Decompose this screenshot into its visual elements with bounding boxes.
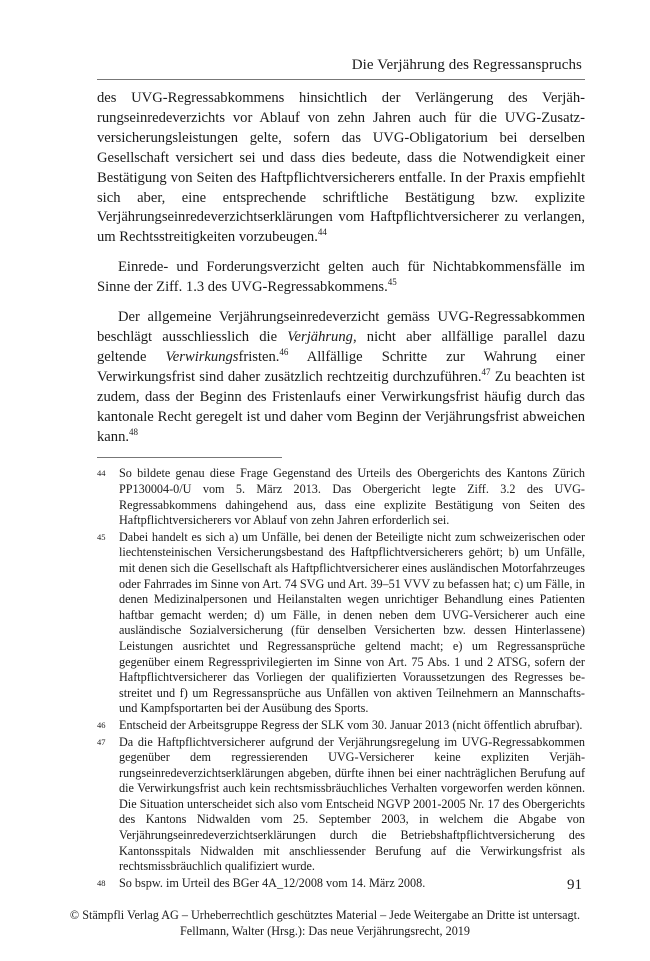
copyright-footer (0, 907, 650, 939)
footnote-item (97, 466, 585, 528)
main-text (97, 89, 585, 892)
footnote-ref-44[interactable]: 44 (317, 227, 327, 238)
footnote-number: 47 (97, 736, 106, 747)
footnote-item (97, 718, 585, 734)
running-header: Die Verjährung des Regressanspruchs (351, 57, 582, 73)
paragraph-3-emphasis-verjaehrung: Verjährung (287, 328, 353, 345)
footnote-text: So bspw. im Urteil des BGer 4A_12/2008 vom 14. März 2008. (119, 875, 426, 890)
footnote-text: Entscheid der Arbeitsgruppe Regress der SLK vom 30. Januar 2013 (nicht öffentlich abrufbar). (119, 717, 583, 732)
footnote-item (97, 735, 585, 875)
paragraph-3 (97, 308, 585, 447)
footnote-item (97, 530, 585, 717)
paragraph-3-text-d: Allfällige Schritte zur Wahrung einer Verwirkungsfrist sind daher zusätzlich rechtzeitig durchzuführen. (97, 348, 585, 385)
paragraph-2 (97, 258, 585, 298)
copyright-notice: © Stämpfli Verlag AG – Urheberrechtlich geschütztes Material – Jede Weitergabe an Dritte ist untersagt. (69, 908, 581, 922)
footnote-text: So bildete genau diese Frage Gegenstand des Urteils des Obergerichts des Kantons Zürich PP130004-0/U vom 5. März 2013. Das Obergericht legte Ziff. 3.2 des UVG-Regressabkommens dahingehend aus, dass eine explizite Bestätigung von Seiten des Haftpflichtversicherers vor Ablauf von zehn Jahren erforderlich sei. (119, 466, 585, 528)
footnote-text: Da die Haftpflichtversicherer aufgrund der Verjährungsregelung im UVG-Regressabkommen gegenüber dem regressierenden UVG-Versicherer keine expliziten Verjährungseinredeverzichtserklärungen abgeben, dürfte ihnen bei einer nachträglichen Berufung auf die Verwirkungsfrist auch kein rechtsmissbräuchliches Verhalten vorgeworfen werden können. Die Situation unterscheidet sich also vom Entscheid NGVP 2001-2005 Nr. 17 des Obergerichts des Kantons Nidwalden vom 25. September 2003, in welchem die Abgabe von Verjährungseinredeverzichtserklärungen durch die Betriebshaftpflichtversicherung des Kantonsspitals Nidwalden mit anschliessender Berufung auf die Verwirkungsfrist als rechtsmissbräuchlich qualifiziert wurde. (119, 734, 585, 874)
paragraph-3-text-b: , nicht aber allfällige parallel dazu geltende (97, 328, 585, 365)
footnote-ref-45[interactable]: 45 (387, 277, 397, 288)
footnote-ref-48[interactable]: 48 (129, 426, 139, 437)
paragraph-3-emphasis-verwirkung: Verwirkungs (165, 348, 239, 365)
footnotes (97, 466, 585, 891)
paragraph-3-text-c: fristen. (238, 348, 280, 365)
footnote-item (97, 876, 585, 892)
paragraph-3-text-a: Der allgemeine Verjährungseinredeverzicht gemäss UVG-Regressabkommen beschlägt ausschliesslich die (97, 309, 585, 345)
footnote-number: 44 (97, 468, 106, 479)
footnote-ref-47[interactable]: 47 (481, 366, 491, 377)
footnote-number: 45 (97, 531, 106, 542)
footnote-number: 48 (97, 877, 106, 888)
paragraph-3-text-e: Zu beachten ist zudem, dass der Beginn des Fristenlaufs einer Verwirkungsfrist häufig durch das kantonale Recht geregelt ist und daher vom Beginn der Verjährungsfrist abweichen kann. (97, 368, 585, 445)
paragraph-1-text: des UVG-Regressabkommens hinsichtlich der Verlängerung des Verjährungseinredeverzichts vor Ablauf von zehn Jahren auch für die UVG-Zusatzversicherungsleistungen gelte, sofern das UVG-Obligatorium bei derselben Gesellschaft versichert sei und dass dies bedeute, dass die Notwendigkeit einer Bestätigung von Seiten des Haftpflichtversicherers entfalle. In der Praxis empfiehlt sich aber, eine entsprechende schriftliche Bestätigung bzw. explizite Verjährungseinredeverzichtserklärungen vom Haftpflichtversicherer zu verlangen, um Rechtsstreitigkeiten vorzubeugen. (97, 90, 585, 246)
book-citation: Fellmann, Walter (Hrsg.): Das neue Verjährungsrecht, 2019 (180, 924, 470, 938)
paragraph-1 (97, 89, 585, 248)
footnote-separator (97, 457, 282, 458)
footnote-number: 46 (97, 719, 106, 730)
footnote-text: Dabei handelt es sich a) um Unfälle, bei denen der Beteiligte nicht zum schweizerischen oder liechtensteinischen Versicherungsbestand des Haftpflichtversicherers gehört; b) um Unfälle, mit denen sich die Gesellschaft als Haftpflichtversicherer eines ausländischen Motorfahrzeuges oder Fahrrades im Sinne von Art. 74 SVG und Art. 39–51 VVV zu befassen hat; c) um Fälle, in denen Medizinalpersonen und Heilanstalten wegen unrichtiger Behandlung eines Patienten haftbar gemacht werden; d) um Fälle, in denen neben dem UVG-Versicherer auch eine ausländische Sozialversicherung (für denselben Versicherten bzw. dessen Hinterlassene) Leistungen ausrichtet und Regressansprüche geltend macht; e) um Regressansprüche gegenüber einem Regressprivilegierten im Sinne von Art. 75 Abs. 1 und 2 ATSG, sofern der Haftpflichtversicherer das Vorliegen der qualifizierten Voraussetzungen des Regresses bestreitet und f) um Regressansprüche aus Unfällen von aktiven Teilnehmern an Mannschafts- und Kampfsportarten bei der Ausübung des Sports. (119, 529, 585, 716)
page-number: 91 (567, 877, 582, 893)
header-rule (97, 79, 585, 80)
footnote-ref-46[interactable]: 46 (279, 347, 289, 358)
paragraph-2-text: Einrede- und Forderungsverzicht gelten auch für Nichtabkommensfälle im Sinne der Ziff. 1.3 des UVG-Regressabkommens. (97, 259, 585, 296)
